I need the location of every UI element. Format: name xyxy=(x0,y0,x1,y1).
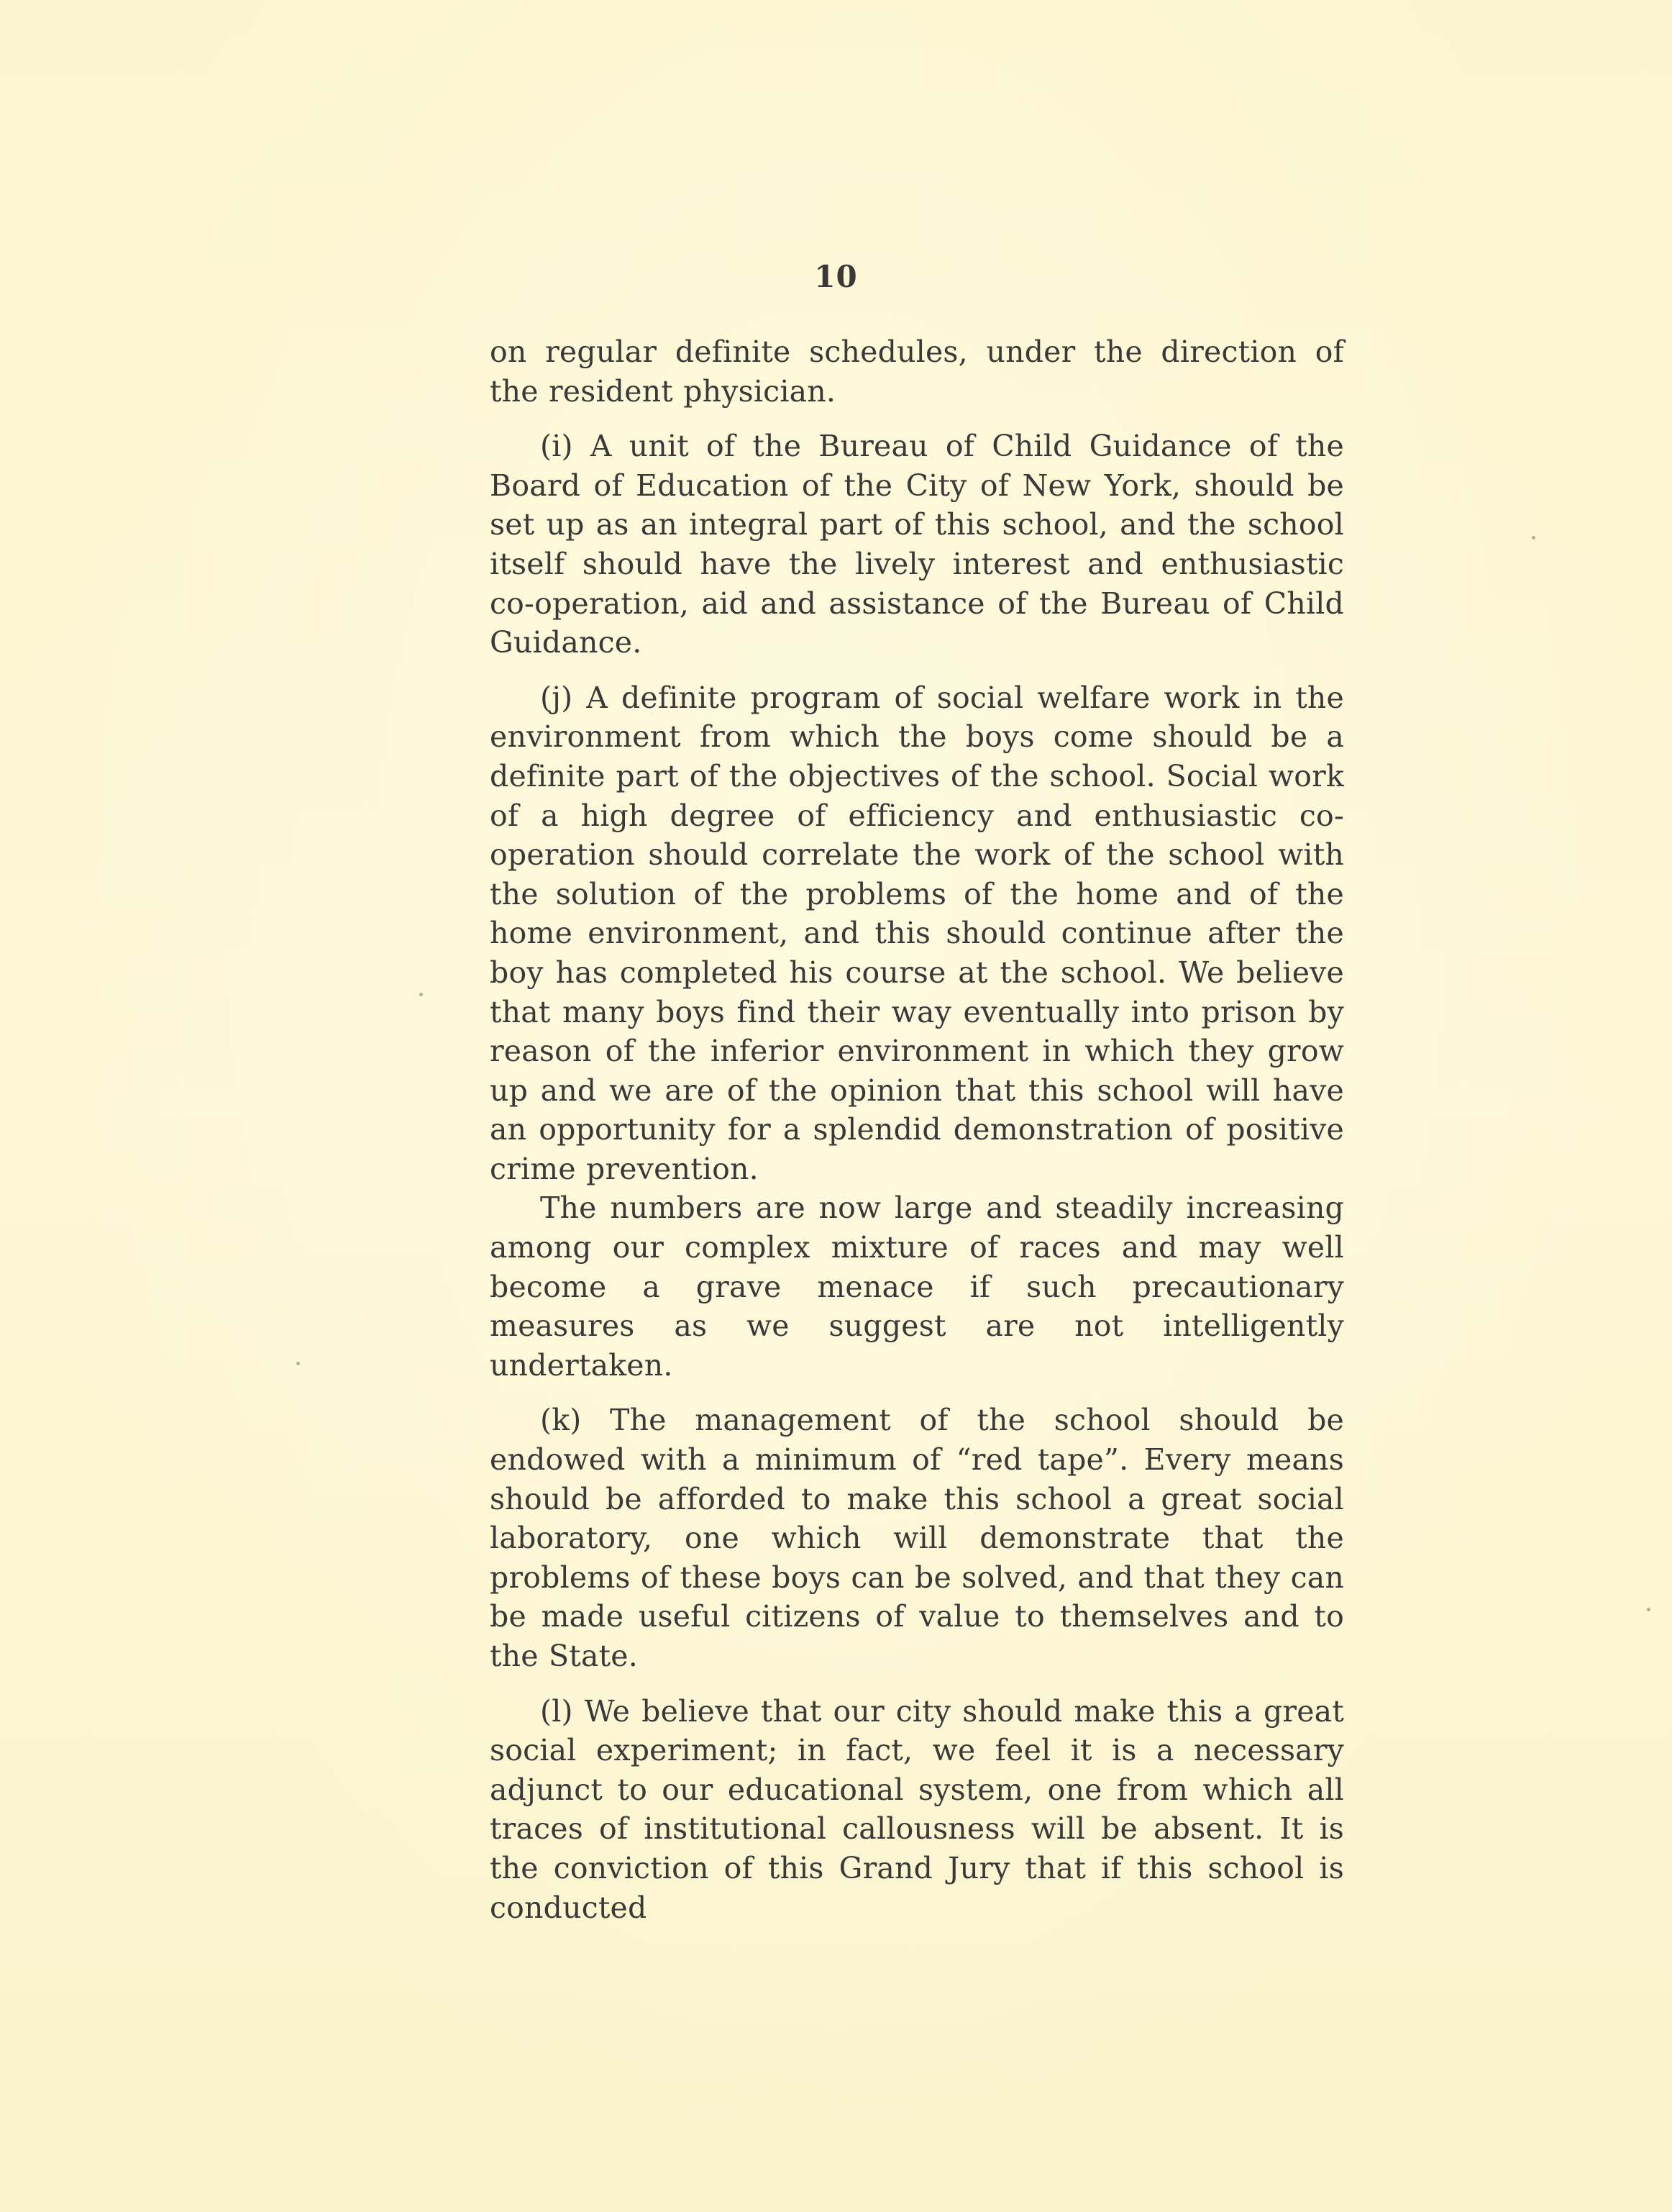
page-number: 10 xyxy=(814,259,858,294)
body-text xyxy=(490,332,1344,1927)
paper-speck xyxy=(419,993,423,996)
paper-speck xyxy=(1647,1608,1650,1611)
paragraph-numbers: The numbers are now large and steadily increasing among our complex mixture of races and may well become a grave menace if such precautionary measures as we suggest are not intelligently undertaken. xyxy=(490,1191,1344,1383)
paper-speck xyxy=(296,1362,300,1365)
paragraph-continuation: on regular definite schedules, under the direction of the resident physician. xyxy=(490,334,1344,409)
paragraph-item-k: (k) The management of the school should be endowed with a minimum of “red tape”. Every means should be afforded to make this school a great social laboratory, one which will demonstrate that the problems of these boys can be solved, and that they can be made useful citizens of value to themselves and to the State. xyxy=(490,1403,1344,1673)
paper-speck xyxy=(1532,536,1535,540)
paragraph-item-l: (l) We believe that our city should make this a great social experiment; in fact, we feel it is a necessary adjunct to our educational system, one from which all traces of institutional callousness will be absent. It is the conviction of this Grand Jury that if this school is conducted xyxy=(490,1693,1344,1925)
paragraph-item-j: (j) A definite program of social welfare work in the environment from which the boys come should be a definite part of the objectives of the school. Social work of a high degree of efficiency and enthusiastic co-operation should correlate the work of the school with the solution of the problems of the home and of the home environment, and this should continue after the boy has completed his course at the school. We believe that many boys find their way eventually into prison by reason of the inferior environment in which they grow up and we are of the opinion that this school will have an opportunity for a splendid demonstration of positive crime prevention. xyxy=(490,680,1344,1186)
paragraph-item-i: (i) A unit of the Bureau of Child Guidance of the Board of Education of the City of New York, should be set up as an integral part of this school, and the school itself should have the lively interest and enthusiastic co-operation, aid and assistance of the Bureau of Child Guidance. xyxy=(490,429,1344,660)
